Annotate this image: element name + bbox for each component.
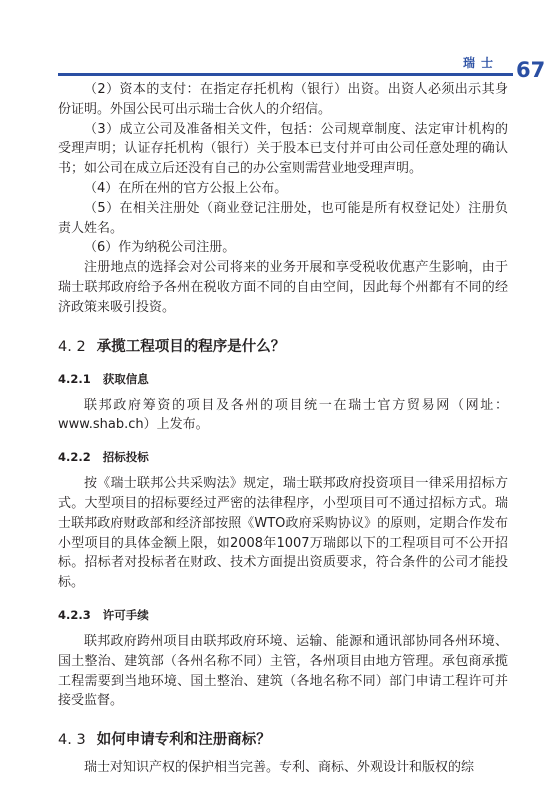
spacer bbox=[58, 750, 508, 758]
paragraph-ip-protection: 瑞士对知识产权的保护相当完善。专利、商标、外观设计和版权的综 bbox=[84, 760, 475, 776]
running-head-country: 瑞士 bbox=[463, 56, 500, 70]
header-rule bbox=[58, 73, 513, 76]
paragraph-registry: （5）在相关注册处（商业登记注册处，也可能是所有权登记处）注册负责人姓名。 bbox=[58, 200, 508, 236]
section-heading-4-2 bbox=[58, 337, 508, 357]
section-number: 4. 2 bbox=[58, 338, 86, 355]
subsection-number: 4.2.3 bbox=[58, 607, 91, 622]
page-number: 67 bbox=[516, 58, 546, 82]
paragraph-location-choice: 注册地点的选择会对公司将来的业务开展和享受税收优惠产生影响，由于瑞士联邦政府给予各州在税收方面不同的自由空间，因此每个州都有不同的经济政策来吸引投资。 bbox=[58, 260, 508, 315]
subsection-heading-4-2-1 bbox=[58, 371, 508, 387]
page-header bbox=[0, 0, 559, 80]
subsection-title: 许可手续 bbox=[102, 607, 149, 622]
page-body bbox=[58, 80, 508, 778]
paragraph-obtain-information: 联邦政府筹资的项目及各州的项目统一在瑞士官方贸易网（网址：www.shab.ch）上发布。 bbox=[58, 397, 508, 433]
paragraph-gazette: （4）在所在州的官方公报上公布。 bbox=[84, 180, 288, 196]
paragraph-bidding: 按《瑞士联邦公共采购法》规定，瑞士联邦政府投资项目一律采用招标方式。大型项目的招标要经过严密的法律程序，小型项目可不通过招标方式。瑞士联邦政府财政部和经济部按照《WTO政府采购协议》的原则，定期合作发布小型项目的具体金额上限，如2008年1007万瑞郎以下的工程项目可不公开招标。招标者对投标者在财政、技术方面提出资质要求，符合条件的公司才能投标。 bbox=[58, 476, 508, 591]
paragraph-tax-registration: （6）作为纳税公司注册。 bbox=[84, 240, 236, 256]
section-heading-4-3 bbox=[58, 730, 508, 750]
paragraph-capital-payment: （2）资本的支付：在指定存托机构（银行）出资。出资人必须出示其身份证明。外国公民可出示瑞士合伙人的介绍信。 bbox=[58, 82, 508, 117]
subsection-heading-4-2-3 bbox=[58, 607, 508, 623]
subsection-title: 获取信息 bbox=[102, 371, 149, 386]
section-title: 承揽工程项目的程序是什么？ bbox=[96, 338, 286, 355]
paragraph-permits: 联邦政府跨州项目由联邦政府环境、运输、能源和通讯部协同各州环境、国土整治、建筑部（各州名称不同）主管，各州项目由地方管理。承包商承揽工程需要到当地环境、国土整治、建筑（各地名称不同）部门申请工程许可并接受监督。 bbox=[58, 633, 508, 709]
subsection-heading-4-2-2 bbox=[58, 449, 508, 465]
section-number: 4. 3 bbox=[58, 732, 86, 749]
section-title: 如何申请专利和注册商标？ bbox=[96, 732, 271, 749]
paragraph-documents: （3）成立公司及准备相关文件，包括：公司规章制度、法定审计机构的受理声明；认证存托机构（银行）关于股本已支付并可由公司任意处理的确认书；如公司在成立后还没有自己的办公室则需营业地受理声明。 bbox=[58, 121, 508, 177]
subsection-title: 招标投标 bbox=[102, 450, 149, 465]
subsection-number: 4.2.2 bbox=[58, 450, 91, 465]
subsection-number: 4.2.1 bbox=[58, 371, 91, 386]
